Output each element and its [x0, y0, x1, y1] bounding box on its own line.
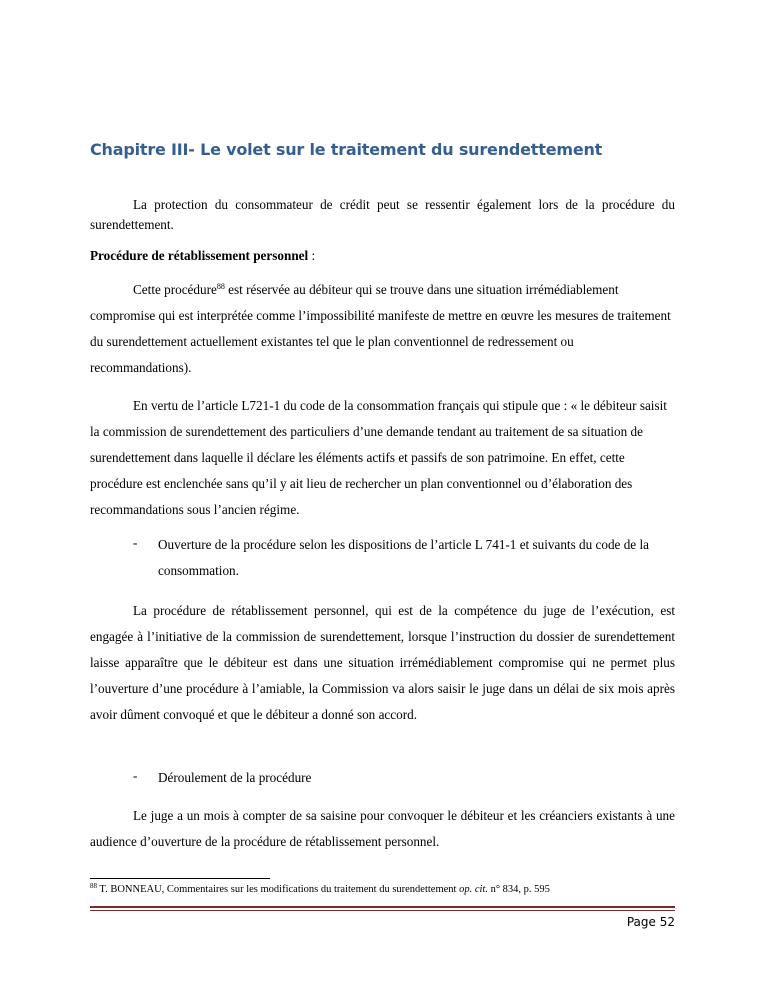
section-title: Procédure de rétablissement personnel	[90, 248, 309, 263]
paragraph-2	[90, 393, 675, 523]
bullet-2: Déroulement de la procédure	[158, 770, 312, 785]
paragraph-1-start: Cette procédure	[133, 282, 217, 297]
paragraph-1	[90, 277, 675, 381]
footnote-number: 88	[90, 882, 97, 890]
paragraph-4-text: Le juge a un mois à compter de sa saisine pour convoquer le débiteur et les créanciers existants à une audience d’ouverture de la procédure de rétablissement personnel.	[90, 808, 675, 849]
footer-rule	[90, 906, 675, 908]
footnote-reference[interactable]: 88	[216, 282, 225, 291]
chapter-title: Chapitre III- Le volet sur le traitement du surendettement	[90, 140, 603, 159]
paragraph-1-rest: est réservée au débiteur qui se trouve dans une situation irrémédiablement compromise qui est interprétée comme l’impossibilité manifeste de mettre en œuvre les mesures de traitement du surendettement actuellement existantes tel que le plan conventionnel de redressement ou recommandations).	[90, 282, 671, 375]
footer-rule-thin	[90, 910, 675, 911]
paragraph-4	[90, 803, 675, 855]
footnote-text: T. BONNEAU, Commentaires sur les modifications du traitement du surendettement	[97, 884, 460, 895]
intro-paragraph	[90, 195, 675, 235]
bullet-1: Ouverture de la procédure selon les dispositions de l’article L 741-1 et suivants du code de la consommation.	[158, 537, 649, 578]
intro-text: La protection du consommateur de crédit peut se ressentir également lors de la procédure du surendettement.	[90, 197, 675, 232]
bullet-marker-1: -	[133, 535, 138, 550]
section-title-colon: :	[308, 248, 316, 263]
bullet-marker-2: -	[133, 768, 138, 783]
footnote	[90, 884, 550, 895]
page-number: Page 52	[626, 915, 675, 929]
footnote-separator	[90, 878, 270, 879]
footnote-text-end: n° 834, p. 595	[487, 884, 550, 895]
section-heading	[90, 246, 675, 266]
footnote-italic: op. cit.	[459, 884, 488, 895]
paragraph-3-text: La procédure de rétablissement personnel, qui est de la compétence du juge de l’exécution, est engagée à l’initiative de la commission de surendettement, lorsque l’instruction du dossier de surendettement laisse apparaître que le débiteur est dans une situation irrémédiablement compromise qui ne permet plus l’ouverture d’une procédure à l’amiable, la Commission va alors saisir le juge dans un délai de six mois après avoir dûment convoqué et que le débiteur a donné son accord.	[90, 603, 675, 722]
paragraph-2-text: En vertu de l’article L721-1 du code de la consommation français qui stipule que : « le débiteur saisit la commission de surendettement des particuliers d’une demande tendant au traitement de sa situation de surendettement dans laquelle il déclare les éléments actifs et passifs de son patrimoine. En effet, cette procédure est enclenchée sans qu’il y ait lieu de rechercher un plan conventionnel ou d’élaboration des recommandations sous l’ancien régime.	[90, 398, 667, 517]
paragraph-3	[90, 598, 675, 728]
